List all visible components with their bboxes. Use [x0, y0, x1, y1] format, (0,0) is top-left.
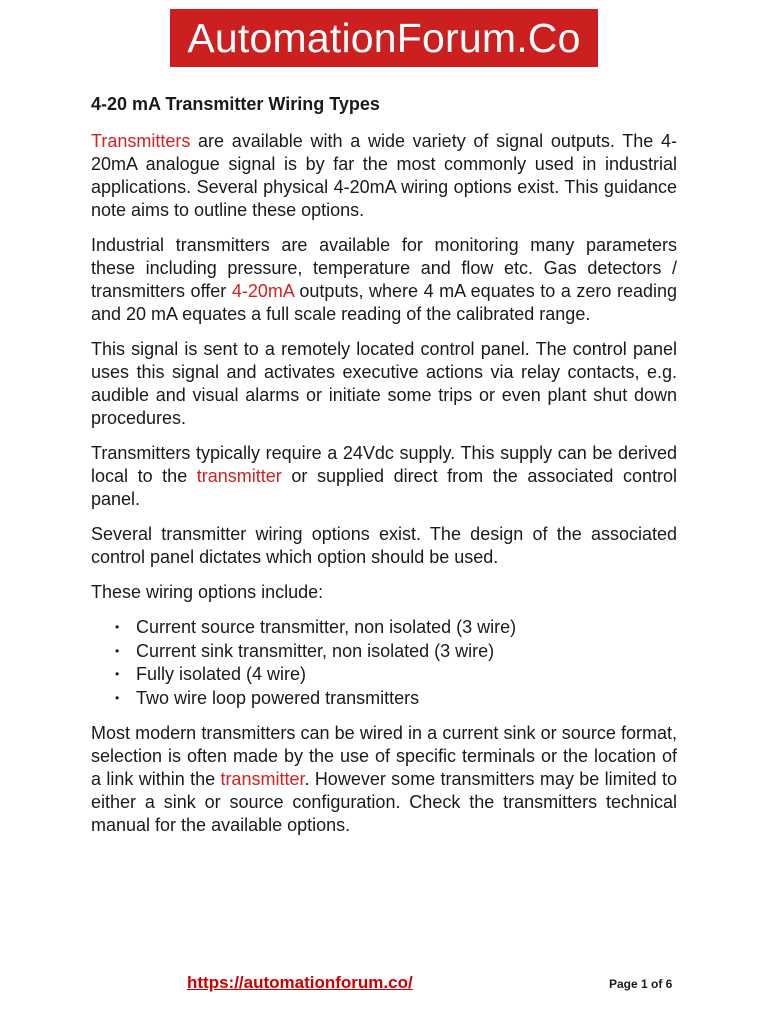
paragraph-supply — [91, 442, 677, 511]
wiring-options-list — [91, 616, 677, 710]
paragraph-list-intro: These wiring options include: — [91, 582, 324, 602]
page-title: 4-20 mA Transmitter Wiring Types — [91, 94, 380, 114]
paragraph-text: Most modern transmitters can be wired in a current sink or source format, selection is often made by the use of specific terminals or the location of a link within the — [91, 723, 677, 789]
paragraph-industrial — [91, 234, 677, 326]
automationforum-logo: AutomationForum.Co — [170, 9, 598, 67]
paragraph-text: Transmitters typically require a 24Vdc supply. This supply can be derived local to the — [91, 443, 677, 486]
4-20ma-link[interactable]: 4-20mA — [231, 281, 294, 301]
paragraph-text: or supplied direct from the associated control panel. — [91, 466, 677, 509]
transmitter-link[interactable]: transmitter — [220, 769, 305, 789]
list-item-label: Current sink transmitter, non isolated (3 wire) — [136, 640, 495, 661]
list-item — [91, 687, 677, 711]
paragraph-signal: This signal is sent to a remotely located control panel. The control panel uses this signal and activates executive actions via relay contacts, e.g. audible and visual alarms or initiate some trips or even plant shut down procedures. — [91, 339, 677, 428]
document-body — [91, 92, 677, 849]
list-item-label: Current source transmitter, non isolated (3 wire) — [136, 617, 517, 637]
list-item — [91, 663, 677, 687]
paragraph-intro — [91, 130, 677, 222]
footer-url-link[interactable]: https://automationforum.co/ — [187, 973, 413, 992]
transmitters-link[interactable]: Transmitters — [91, 131, 191, 151]
bullet-icon: • — [115, 667, 120, 681]
bullet-icon: • — [115, 690, 120, 705]
list-item-label: Fully isolated (4 wire) — [136, 664, 307, 684]
bullet-icon: • — [115, 643, 120, 658]
list-item — [91, 616, 677, 640]
paragraph-text: . However some transmitters may be limited to either a sink or source configuration. Check the transmitters technical manual for the available options. — [91, 769, 677, 835]
list-item-label: Two wire loop powered transmitters — [136, 687, 420, 708]
page-number: Page 1 of 6 — [609, 977, 673, 991]
bullet-icon: • — [115, 620, 120, 634]
paragraph-text: are available with a wide variety of signal outputs. The 4-20mA analogue signal is by far the most commonly used in industrial applications. Several physical 4-20mA wiring options exist. This guidance note aims to outline these options. — [91, 131, 677, 220]
paragraph-text: Industrial transmitters are available for monitoring many parameters these including pressure, temperature and flow etc. Gas detectors / transmitters offer — [91, 235, 677, 301]
paragraph-text: outputs, where 4 mA equates to a zero reading and 20 mA equates a full scale reading of the calibrated range. — [91, 281, 677, 324]
paragraph-options: Several transmitter wiring options exist. The design of the associated control panel dictates which option should be used. — [91, 524, 677, 567]
transmitter-link[interactable]: transmitter — [196, 466, 282, 486]
paragraph-modern — [91, 722, 677, 837]
list-item — [91, 640, 677, 664]
